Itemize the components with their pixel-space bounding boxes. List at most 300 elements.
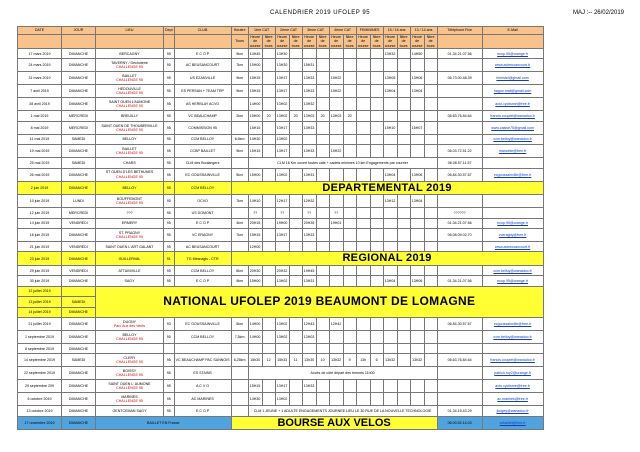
- row-start-time: 13H06: [410, 168, 424, 181]
- row-note: CLM 1 JEUNE + 1 ADULTE ENGAGEMENTS JOURNEE LIEU LE 30 RUE DE LA NOUVELLE TECHNOLOGIE: [248, 406, 437, 416]
- row-start-time: 13H33: [302, 228, 316, 241]
- row-email[interactable]: ccm.belloy@wanadoo.fr: [482, 134, 543, 144]
- row-dept: 95: [164, 134, 175, 144]
- row-place: [96, 343, 164, 353]
- row-start-time: 13H06: [410, 72, 424, 85]
- sheet-title: CALENDRIER 2019 UFOLEP 95: [269, 10, 371, 16]
- row-day: DIMANCHE: [62, 317, 96, 330]
- row-laps: [370, 241, 383, 251]
- row-date: 17 mars 2019: [18, 49, 62, 59]
- row-laps: [316, 98, 329, 111]
- row-start-time: 13H05: [383, 72, 397, 85]
- row-start-time: [329, 195, 343, 208]
- row-laps: [397, 168, 410, 181]
- place-name: BOUFFEMONT: [116, 197, 143, 202]
- row-place: [96, 49, 164, 59]
- row-date: 29 septembre 209: [18, 380, 62, 393]
- row-distance: 4km: [231, 218, 248, 228]
- row-email[interactable]: www.caisse75@gmail.com: [482, 121, 543, 134]
- row-email: [482, 208, 543, 218]
- row-email: [482, 195, 543, 208]
- col-category: 15 / 16 ans: [383, 27, 410, 35]
- row-phone: [437, 393, 482, 406]
- row-start-time: [383, 241, 397, 251]
- row-laps: [397, 121, 410, 134]
- row-start-time: 13H03: [302, 111, 316, 121]
- table-row: [18, 228, 544, 241]
- row-laps: [289, 208, 302, 218]
- subheader-blank: [62, 35, 96, 49]
- row-club: AC BEUSANCOURT: [174, 59, 231, 72]
- row-laps: [262, 380, 275, 393]
- row-start-time: [410, 59, 424, 72]
- row-email[interactable]: vceragny@free.fr: [482, 228, 543, 241]
- row-phone: [437, 367, 482, 380]
- row-laps: [262, 317, 275, 330]
- challenge-label: CHALLENGE 95: [116, 360, 143, 365]
- row-email[interactable]: ecop.95@orange.fr: [482, 276, 543, 286]
- row-email[interactable]: patrick.roy2@orange.fr: [482, 367, 543, 380]
- row-distance: 5km: [231, 317, 248, 330]
- row-laps: [289, 380, 302, 393]
- row-dept: 95: [164, 85, 175, 98]
- row-date: 14 septembre 2019: [18, 354, 62, 367]
- row-start-time: [329, 59, 343, 72]
- row-laps: [343, 121, 356, 134]
- row-email[interactable]: acto.cyclisme@free.fr: [482, 98, 543, 111]
- row-laps: [397, 343, 410, 353]
- row-laps: [343, 195, 356, 208]
- row-laps: [343, 380, 356, 393]
- row-laps: [343, 228, 356, 241]
- row-laps: [316, 343, 329, 353]
- row-phone: 06.08.09.02.70: [437, 228, 482, 241]
- row-laps: [262, 72, 275, 85]
- row-laps: [343, 218, 356, 228]
- row-start-time: 13H02: [275, 98, 289, 111]
- row-email[interactable]: mancelle@free.fr: [482, 145, 543, 158]
- row-laps: [262, 228, 275, 241]
- row-start-time: [302, 241, 316, 251]
- place-name: TAVERNY / Dechoterie: [111, 61, 148, 66]
- row-laps: [424, 59, 437, 72]
- row-day: DIMANCHE: [62, 406, 96, 416]
- row-club: [174, 343, 231, 353]
- row-start-time: [383, 393, 397, 406]
- banner-club: CCM BELLOY: [174, 181, 231, 195]
- place-name: SAINT OUEN L' AUMONE: [108, 382, 151, 387]
- table-row: [18, 218, 544, 228]
- row-start-time: [410, 330, 424, 343]
- row-distance: 9km: [231, 276, 248, 286]
- banner-dept: 95: [164, 181, 175, 195]
- row-start-time: [329, 330, 343, 343]
- row-laps: 9: [343, 354, 356, 367]
- row-dept: 95: [164, 228, 175, 241]
- row-phone: [437, 380, 482, 393]
- row-club: EC GOUSSAINVILLE: [174, 317, 231, 330]
- row-email[interactable]: www.acbeusancourt.fr: [482, 241, 543, 251]
- place-name: ST. PRAONY: [118, 230, 141, 235]
- row-club: ES PERSAN + TEAM TRP: [174, 85, 231, 98]
- row-laps: [370, 85, 383, 98]
- row-email[interactable]: ecgoussainville@free.fr: [482, 317, 543, 330]
- row-day: VENDREDI: [62, 241, 96, 251]
- row-start-time: [329, 134, 343, 144]
- row-start-time: [383, 59, 397, 72]
- row-start-time: 12H42: [329, 317, 343, 330]
- banner-day: DIMANCHE: [62, 252, 96, 266]
- challenge-label: CHALLENGE 95: [116, 65, 143, 70]
- place-name: ERMERY: [121, 221, 138, 226]
- row-laps: [289, 276, 302, 286]
- row-laps: [262, 208, 275, 218]
- row-start-time: 15H15: [248, 121, 262, 134]
- row-dept: 95: [164, 158, 175, 168]
- row-laps: [424, 72, 437, 85]
- banner-date: 2 juin 2019: [18, 181, 62, 195]
- row-laps: [316, 49, 329, 59]
- table-row: [18, 317, 544, 330]
- row-start-time: 15H15: [248, 85, 262, 98]
- place-name: DUGNY: [123, 319, 136, 324]
- national-banner-row: [18, 286, 544, 296]
- row-place: [96, 367, 164, 380]
- row-dept: 93: [164, 317, 175, 330]
- row-start-time: [383, 111, 397, 121]
- row-phone: [437, 195, 482, 208]
- challenge-label: CHALLENGE 95: [116, 91, 143, 96]
- row-start-time: [356, 343, 370, 353]
- row-laps: [424, 98, 437, 111]
- subheader-start: Heure de course: [357, 35, 369, 48]
- row-laps: [316, 72, 329, 85]
- row-laps: [370, 134, 383, 144]
- row-start-time: [356, 241, 370, 251]
- row-start-time: [356, 168, 370, 181]
- row-start-time: 13H03: [329, 111, 343, 121]
- row-laps: [316, 228, 329, 241]
- row-start-time: 15H07: [410, 121, 424, 134]
- row-email[interactable]: hagoo.mail@gmail.com: [482, 85, 543, 98]
- row-laps: [424, 145, 437, 158]
- row-start-time: 13H33: [302, 121, 316, 134]
- row-laps: [289, 134, 302, 144]
- row-email[interactable]: www.acbeusancourt.fr: [482, 59, 543, 72]
- row-start-time: 13H04: [383, 85, 397, 98]
- row-laps: [289, 195, 302, 208]
- banner-place: BELLOY: [96, 181, 164, 195]
- row-start-time: [356, 276, 370, 286]
- row-club: E C O P: [174, 218, 231, 228]
- place-name: CHARS: [123, 160, 136, 165]
- row-distance: [231, 380, 248, 393]
- row-start-time: [329, 266, 343, 276]
- row-start-time: [329, 276, 343, 286]
- row-laps: [397, 111, 410, 121]
- row-place: [96, 354, 164, 367]
- row-start-time: [356, 49, 370, 59]
- row-email[interactable]: fchristel@gmail.com: [482, 72, 543, 85]
- row-start-time: 13H04: [383, 168, 397, 181]
- row-laps: [397, 85, 410, 98]
- row-start-time: [383, 330, 397, 343]
- row-laps: [289, 168, 302, 181]
- row-start-time: 12H17: [275, 195, 289, 208]
- row-start-time: 15H10: [383, 121, 397, 134]
- table-row: [18, 72, 544, 85]
- row-dept: 95: [164, 266, 175, 276]
- row-laps: [397, 145, 410, 158]
- place-name: BOISSY: [122, 369, 137, 374]
- row-start-time: [383, 98, 397, 111]
- row-laps: [397, 98, 410, 111]
- row-start-time: [383, 343, 397, 353]
- row-club: CLM des Boulangers: [174, 158, 231, 168]
- row-day: VENDREDI: [62, 218, 96, 228]
- row-place: [96, 276, 164, 286]
- row-laps: [397, 330, 410, 343]
- row-club: AS HERBLAY ACVO: [174, 98, 231, 111]
- row-start-time: [302, 134, 316, 144]
- row-laps: [316, 121, 329, 134]
- row-phone: [437, 330, 482, 343]
- row-date: 24 mars 2019: [18, 59, 62, 72]
- row-distance: 6km: [231, 266, 248, 276]
- row-club: AC MARINES: [174, 393, 231, 406]
- row-email[interactable]: ccm.belloy@wanadoo.fr: [482, 266, 543, 276]
- row-date: 12 juin 2019: [18, 208, 62, 218]
- row-place: [96, 406, 164, 416]
- challenge-label: CHALLENGE 95: [116, 373, 143, 378]
- row-laps: [289, 343, 302, 353]
- row-day: SAMEDI: [62, 354, 96, 367]
- row-laps: [343, 266, 356, 276]
- row-start-time: 15H15: [248, 228, 262, 241]
- row-start-time: [302, 393, 316, 406]
- departemental-banner: [18, 181, 544, 195]
- row-club: OCVO: [174, 195, 231, 208]
- row-place: [96, 134, 164, 144]
- row-start-time: 13H33: [302, 85, 316, 98]
- row-email[interactable]: francis.coupiet@wanadoo.fr: [482, 111, 543, 121]
- row-dept: [164, 343, 175, 353]
- row-start-time: 12H43: [302, 317, 316, 330]
- row-start-time: [329, 393, 343, 406]
- row-laps: [370, 98, 383, 111]
- row-laps: [397, 266, 410, 276]
- row-email[interactable]: francis.coupiet@wanadoo.fr: [482, 354, 543, 367]
- row-start-time: ??: [329, 208, 343, 218]
- row-email[interactable]: ecgoussainville@free.fr: [482, 168, 543, 181]
- row-start-time: 19H00: [275, 218, 289, 228]
- row-laps: [316, 145, 329, 158]
- banner-day: DIMANCHE: [62, 416, 96, 430]
- row-start-time: [356, 134, 370, 144]
- row-laps: [316, 393, 329, 406]
- row-phone: [437, 266, 482, 276]
- place-name: SAINT OUEN DE THOUBERVILLE: [101, 123, 158, 128]
- row-date: 19 mai 2019: [18, 145, 62, 158]
- row-laps: [424, 228, 437, 241]
- row-laps: [370, 218, 383, 228]
- table-row: [18, 98, 544, 111]
- subheader-start: Heure de course: [303, 35, 315, 48]
- row-laps: [370, 393, 383, 406]
- row-date: 16 juin 2019: [18, 228, 62, 241]
- row-laps: 6: [370, 354, 383, 367]
- row-day: DIMANCHE: [62, 393, 96, 406]
- row-laps: [397, 134, 410, 144]
- row-laps: [424, 330, 437, 343]
- col-place: LIEU: [96, 27, 164, 35]
- table-row: [18, 134, 544, 144]
- row-club: E C O P: [174, 276, 231, 286]
- row-place: [96, 393, 164, 406]
- row-date: 21 juillet 2019: [18, 317, 62, 330]
- row-laps: [343, 330, 356, 343]
- row-laps: [424, 380, 437, 393]
- row-start-time: [329, 121, 343, 134]
- row-day: MERCREDI: [62, 111, 96, 121]
- place-name: ST OUEN D'LES BETHUNES: [105, 170, 154, 175]
- row-email[interactable]: ecop.95@orange.fr: [482, 218, 543, 228]
- table-row: [18, 367, 544, 380]
- row-laps: [424, 218, 437, 228]
- challenge-label: CHALLENGE 95: [116, 127, 143, 132]
- challenge-label: CHALLENGE 95: [116, 201, 143, 206]
- row-phone: 06.84.30.57.67: [437, 317, 482, 330]
- row-start-time: 13h32: [329, 354, 343, 367]
- subheader-blank: [482, 35, 543, 49]
- row-phone: [437, 241, 482, 251]
- row-laps: [397, 354, 410, 367]
- row-laps: [316, 317, 329, 330]
- table-row: [18, 121, 544, 134]
- row-laps: [262, 134, 275, 144]
- row-laps: 11: [289, 354, 302, 367]
- row-club: VC ERAGNY: [174, 228, 231, 241]
- row-email: [482, 343, 543, 353]
- row-laps: [343, 393, 356, 406]
- subheader-laps: Nbre de tours: [262, 35, 275, 49]
- row-dept: 95: [164, 380, 175, 393]
- row-phone: 06.08.57.11.57: [437, 158, 482, 168]
- row-laps: [289, 241, 302, 251]
- col-club: CLUB: [174, 27, 231, 35]
- row-laps: [343, 98, 356, 111]
- row-email[interactable]: ac.marines@free.fr: [482, 393, 543, 406]
- row-laps: 20: [289, 111, 302, 121]
- row-laps: [262, 145, 275, 158]
- row-start-time: [356, 85, 370, 98]
- row-place: [96, 145, 164, 158]
- row-start-time: [410, 393, 424, 406]
- subheader-laps: Nbre de tours: [370, 35, 383, 49]
- row-start-time: 14H00: [248, 98, 262, 111]
- row-email[interactable]: ecop.95@orange.fr: [482, 49, 543, 59]
- row-club: CCBP BAILLET: [174, 145, 231, 158]
- row-place: [96, 59, 164, 72]
- row-place: [96, 317, 164, 330]
- banner-place: GUILLERVAL: [96, 252, 164, 266]
- challenge-label: CHALLENGE 95: [116, 78, 143, 83]
- row-day: DIMANCHE: [62, 49, 96, 59]
- row-start-time: 15H00: [248, 168, 262, 181]
- row-note: CLM 16 Km ouvert toutes cats + cadets minimes 10 km Engagements par courrier: [248, 158, 437, 168]
- row-start-time: [356, 218, 370, 228]
- table-row: [18, 158, 544, 168]
- col-day: JOUR: [62, 27, 96, 35]
- row-start-time: [356, 98, 370, 111]
- table-row: [18, 393, 544, 406]
- col-category: 3ème CAT: [302, 27, 329, 35]
- row-start-time: [302, 343, 316, 353]
- banner-email[interactable]: ccbaillet@free.fr: [482, 416, 543, 430]
- row-start-time: 19H45: [302, 266, 316, 276]
- row-laps: [397, 59, 410, 72]
- row-date: 26 mai 2019: [18, 168, 62, 181]
- row-email[interactable]: acto.cyclisme@free.fr: [482, 380, 543, 393]
- row-phone: 01.34.21.07.56: [437, 276, 482, 286]
- place-name: GENTCEMAN SAGY: [112, 408, 147, 413]
- row-laps: [397, 380, 410, 393]
- bourse-banner: [18, 416, 544, 430]
- row-start-time: 13h32: [410, 354, 424, 367]
- row-start-time: [410, 317, 424, 330]
- row-start-time: 13H17: [275, 145, 289, 158]
- row-start-time: 15H15: [248, 380, 262, 393]
- row-start-time: 13H31: [302, 168, 316, 181]
- row-day: DIMANCHE: [62, 98, 96, 111]
- row-laps: [316, 85, 329, 98]
- row-start-time: [383, 317, 397, 330]
- subheader-start: Heure de course: [276, 35, 288, 48]
- row-laps: [370, 266, 383, 276]
- row-phone: 01.34.21.07.56: [437, 49, 482, 59]
- row-start-time: 13H17: [275, 72, 289, 85]
- row-start-time: 15H15: [248, 72, 262, 85]
- row-date: 8 mai 2019: [18, 121, 62, 134]
- row-email[interactable]: jbogey@wanadoo.fr: [482, 406, 543, 416]
- row-laps: [370, 121, 383, 134]
- row-distance: 9km: [231, 85, 248, 98]
- row-laps: [262, 49, 275, 59]
- last-updated: MAJ :-- 26/02/2019: [572, 10, 624, 16]
- subheader-row: [18, 35, 544, 49]
- row-dept: 95: [164, 276, 175, 286]
- row-phone: 06.63.76.84.64: [437, 354, 482, 367]
- challenge-label: CHALLENGE 95: [116, 234, 143, 239]
- row-start-time: [410, 145, 424, 158]
- row-laps: [316, 266, 329, 276]
- row-laps: [262, 241, 275, 251]
- row-start-time: [329, 228, 343, 241]
- row-email: [482, 158, 543, 168]
- row-start-time: [329, 168, 343, 181]
- row-laps: [289, 59, 302, 72]
- row-start-time: 15h33: [275, 354, 289, 367]
- row-start-time: 15H22: [329, 145, 343, 158]
- row-start-time: [356, 266, 370, 276]
- table-row: [18, 380, 544, 393]
- row-start-time: 12H32: [302, 195, 316, 208]
- place-name: ATTAINVILLE: [118, 268, 141, 273]
- row-laps: [370, 111, 383, 121]
- challenge-label: CHALLENGE 95: [116, 104, 143, 109]
- row-email[interactable]: ccm.belloy@wanadoo.fr: [482, 330, 543, 343]
- row-distance: [231, 241, 248, 251]
